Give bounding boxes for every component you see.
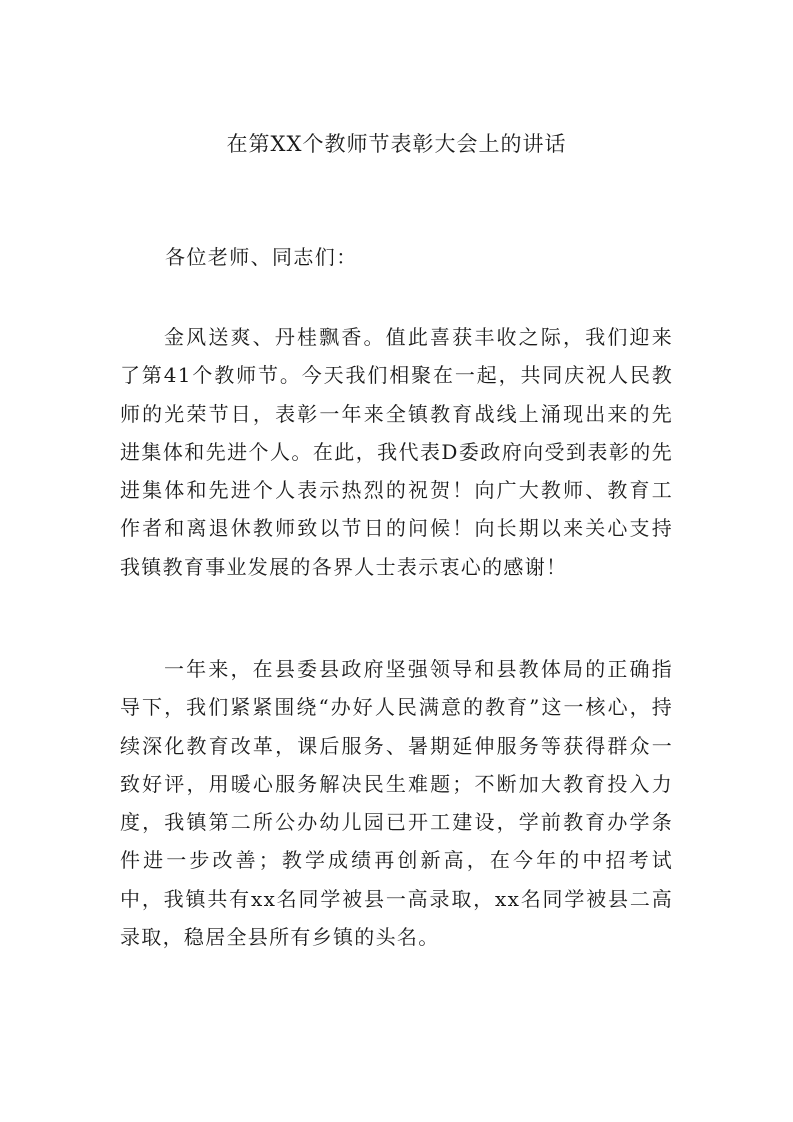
paragraph-1: 金风送爽、丹桂飘香。值此喜获丰收之际，我们迎来了第41个教师节。今天我们相聚在一起，共同庆祝人民教师的光荣节日，表彰一年来全镇教育战线上涌现出来的先进集体和先进个人。在此，我代表D委政府向受到表彰的先进集体和先进个人表示热烈的祝贺！向广大教师、教育工作者和离退休教师致以节日的问候！向长期以来关心支持我镇教育事业发展的各界人士表示衷心的感谢！: [120, 325, 673, 579]
greeting-line: 各位老师、同志们：: [165, 245, 358, 269]
paragraph-2: 一年来，在县委县政府坚强领导和县教体局的正确指导下，我们紧紧围绕“办好人民满意的教育”这一核心，持续深化教育改革，课后服务、暑期延伸服务等获得群众一致好评，用暖心服务解决民生难题；不断加大教育投入力度，我镇第二所公办幼儿园已开工建设，学前教育办学条件进一步改善；教学成绩再创新高，在今年的中招考试中，我镇共有xx名同学被县一高录取，xx名同学被县二高录取，稳居全县所有乡镇的头名。: [120, 657, 673, 950]
document-title: 在第XX个教师节表彰大会上的讲话: [226, 132, 567, 156]
